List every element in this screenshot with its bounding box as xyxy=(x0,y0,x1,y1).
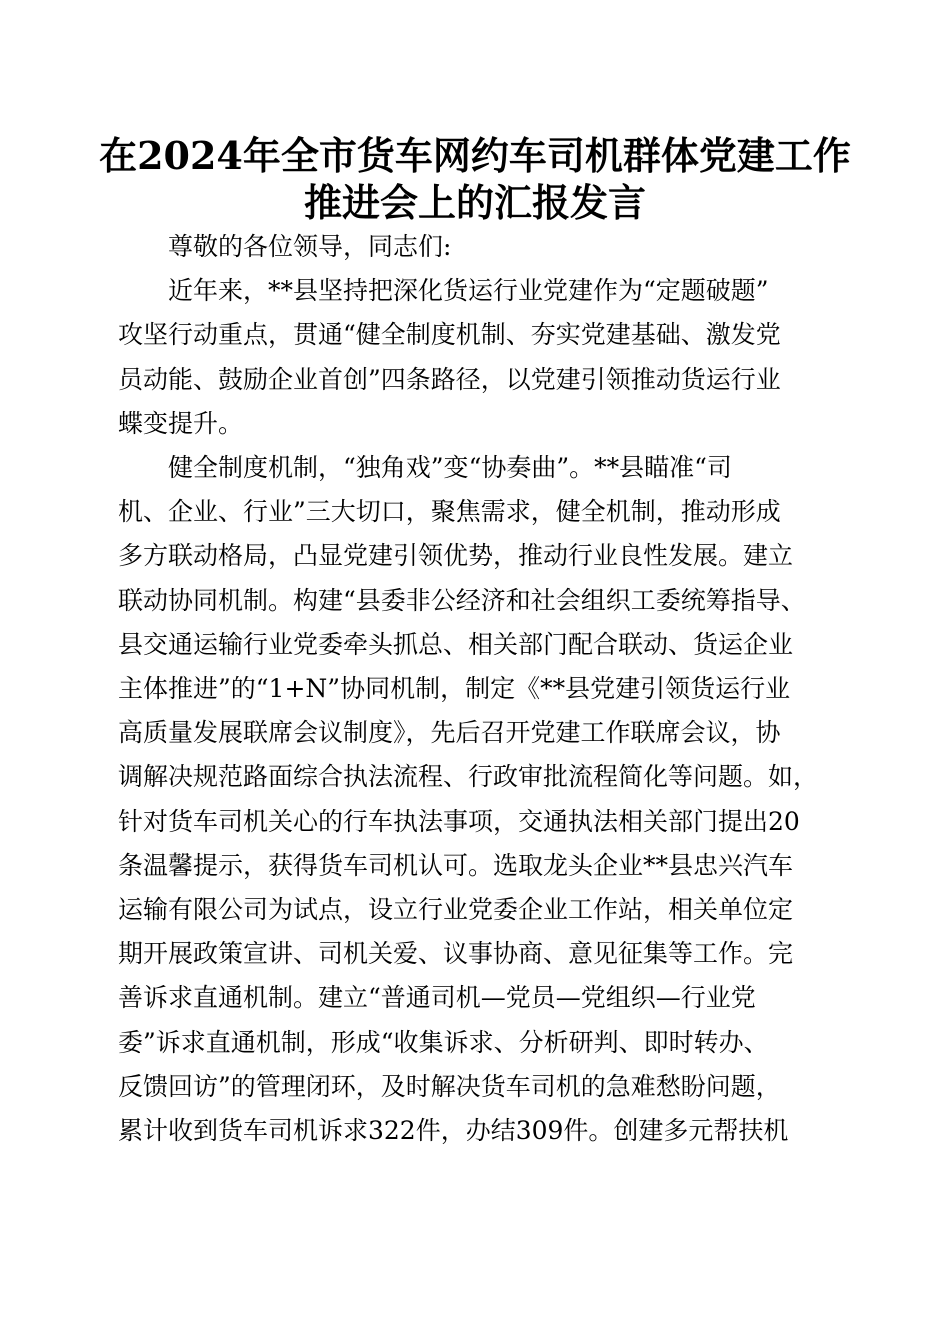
body-line: 机、企业、行业”三大切口，聚焦需求，健全机制，推动形成 xyxy=(118,497,781,527)
body-line: 反馈回访”的管理闭环，及时解决货车司机的急难愁盼问题， xyxy=(118,1071,781,1101)
title-line-1: 在2024年全市货车网约车司机群体党建工作 xyxy=(99,133,851,178)
body-line: 县交通运输行业党委牵头抓总、相关部门配合联动、货运企业 xyxy=(118,629,794,659)
document-title xyxy=(0,132,950,226)
body-line: 员动能、鼓励企业首创”四条路径，以党建引领推动货运行业 xyxy=(118,364,781,394)
body-line: 运输有限公司为试点，设立行业党委企业工作站，相关单位定 xyxy=(118,895,794,925)
body-line: 善诉求直通机制。建立“普通司机—党员—党组织—行业党 xyxy=(118,983,756,1013)
body-line: 期开展政策宣讲、司机关爱、议事协商、意见征集等工作。完 xyxy=(118,939,794,969)
body-line: 联动协同机制。构建“县委非公经济和社会组织工委统筹指导、 xyxy=(118,585,806,615)
body-line: 调解决规范路面综合执法流程、行政审批流程简化等问题。如， xyxy=(118,762,819,792)
body-line: 蝶变提升。 xyxy=(118,408,244,438)
body-line: 多方联动格局，凸显党建引领优势，推动行业良性发展。建立 xyxy=(118,541,794,571)
body-line: 攻坚行动重点，贯通“健全制度机制、夯实党建基础、激发党 xyxy=(118,320,781,350)
body-line: 针对货车司机关心的行车执法事项，交通执法相关部门提出20 xyxy=(118,806,800,836)
title-line-2: 推进会上的汇报发言 xyxy=(303,180,646,225)
body-line: 健全制度机制，“独角戏”变“协奏曲”。**县瞄准“司 xyxy=(168,453,732,483)
body-line: 尊敬的各位领导，同志们: xyxy=(168,232,452,261)
body-line: 条温馨提示，获得货车司机认可。选取龙头企业**县忠兴汽车 xyxy=(118,850,794,880)
body-line: 委”诉求直通机制，形成“收集诉求、分析研判、即时转办、 xyxy=(118,1027,769,1057)
document-body xyxy=(118,225,824,1153)
body-line: 主体推进”的“1+N”协同机制，制定《**县党建引领货运行业 xyxy=(118,674,791,704)
body-line: 近年来，**县坚持把深化货运行业党建作为“定题破题” xyxy=(168,276,769,306)
body-line: 累计收到货车司机诉求322件，办结309件。创建多元帮扶机 xyxy=(118,1116,789,1146)
body-line: 高质量发展联席会议制度》，先后召开党建工作联席会议，协 xyxy=(118,718,781,748)
